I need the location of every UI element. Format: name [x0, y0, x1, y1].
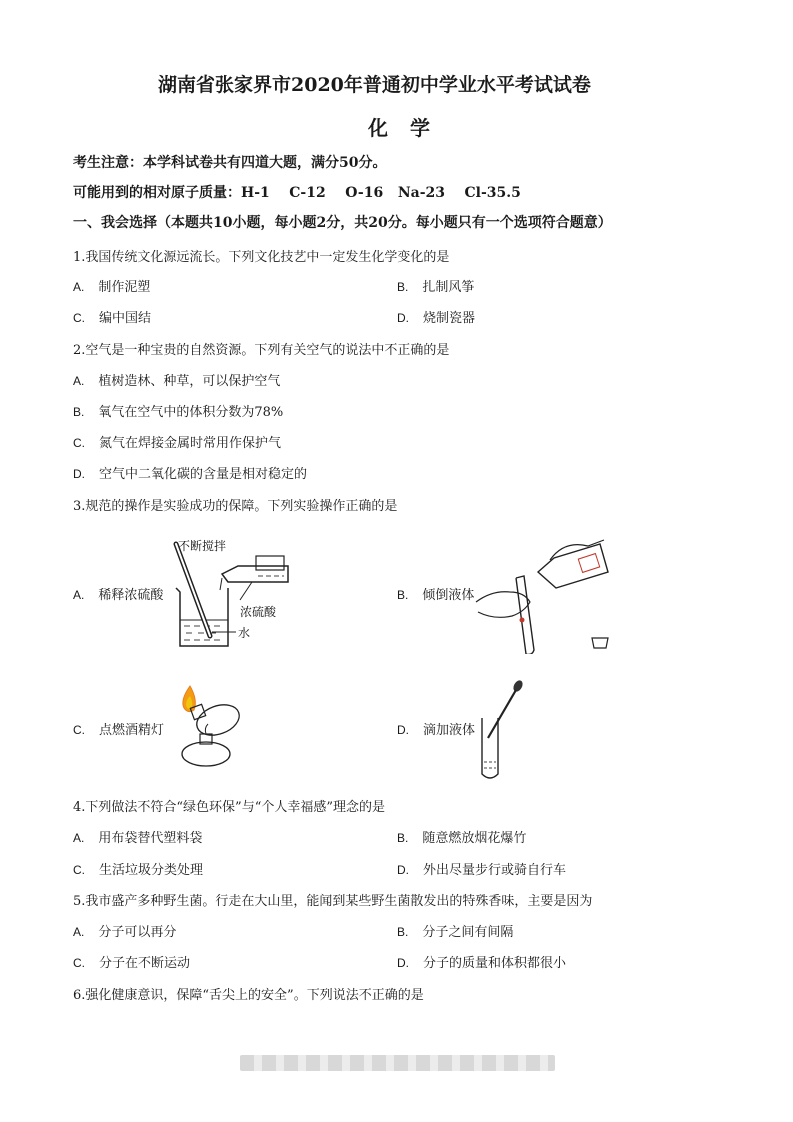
q2-stem: 2.空气是一种宝贵的自然资源。下列有关空气的说法中不正确的是	[73, 343, 450, 358]
exam-notice: 考生注意：本学科试卷共有四道大题，满分50分。	[73, 155, 387, 171]
q5-stem: 5.我市盛产多种野生菌。行走在大山里，能闻到某些野生菌散发出的特殊香味，主要是因为	[73, 894, 593, 909]
q2-option-b[interactable]: B. 氧气在空气中的体积分数为78%	[73, 405, 284, 420]
q1-option-b[interactable]: B. 扎制风筝	[397, 280, 475, 295]
q6-stem: 6.强化健康意识，保障“舌尖上的安全”。下列说法不正确的是	[73, 988, 424, 1003]
blurred-footer-watermark	[240, 1055, 555, 1071]
q3-option-c[interactable]: C. 点燃酒精灯	[73, 723, 165, 738]
q1-stem: 1.我国传统文化源远流长。下列文化技艺中一定发生化学变化的是	[73, 250, 450, 265]
dilute-sulfuric-acid-figure	[168, 536, 328, 652]
q5-option-c[interactable]: C. 分子在不断运动	[73, 956, 191, 971]
q2-option-c[interactable]: C. 氮气在焊接金属时常用作保护气	[73, 436, 282, 451]
q2-option-d[interactable]: D. 空气中二氧化碳的含量是相对稳定的	[73, 467, 308, 482]
q4-option-c[interactable]: C. 生活垃圾分类处理	[73, 863, 204, 878]
q3-stem: 3.规范的操作是实验成功的保障。下列实验操作正确的是	[73, 499, 398, 514]
q4-stem: 4.下列做法不符合“绿色环保”与“个人幸福感”理念的是	[73, 800, 385, 815]
light-alcohol-lamp-figure	[170, 682, 250, 770]
q5-option-a[interactable]: A. 分子可以再分	[73, 925, 177, 940]
q1-option-c[interactable]: C. 编中国结	[73, 311, 152, 326]
exam-title: 湖南省张家界市2020年普通初中学业水平考试试卷	[158, 74, 591, 96]
q2-option-a[interactable]: A. 植树造林、种草，可以保护空气	[73, 374, 281, 389]
section1-heading: 一、我会选择（本题共10小题，每小题2分，共20分。每小题只有一个选项符合题意）	[73, 215, 612, 231]
q5-option-d[interactable]: D. 分子的质量和体积都很小	[397, 956, 567, 971]
acid-label: 浓硫酸	[240, 605, 277, 619]
atomic-mass-line: 可能用到的相对原子质量：H-1 C-12 O-16 Na-23 Cl-35.5	[73, 185, 521, 201]
water-label: 水	[238, 626, 251, 640]
q1-option-a[interactable]: A. 制作泥塑	[73, 280, 151, 295]
q5-option-b[interactable]: B. 分子之间有间隔	[397, 925, 514, 940]
q3-option-b[interactable]: B. 倾倒液体	[397, 588, 475, 603]
pour-liquid-figure	[472, 530, 622, 654]
subject-title: 化学	[368, 116, 452, 140]
q4-option-d[interactable]: D. 外出尽量步行或骑自行车	[397, 863, 567, 878]
stir-label: 不断搅拌	[178, 539, 227, 553]
q3-option-a[interactable]: A. 稀释浓硫酸	[73, 588, 164, 603]
q1-option-d[interactable]: D. 烧制瓷器	[397, 311, 476, 326]
q4-option-a[interactable]: A. 用布袋替代塑料袋	[73, 831, 203, 846]
q4-option-b[interactable]: B. 随意燃放烟花爆竹	[397, 831, 527, 846]
drop-liquid-figure	[474, 678, 528, 782]
q3-option-d[interactable]: D. 滴加液体	[397, 723, 476, 738]
